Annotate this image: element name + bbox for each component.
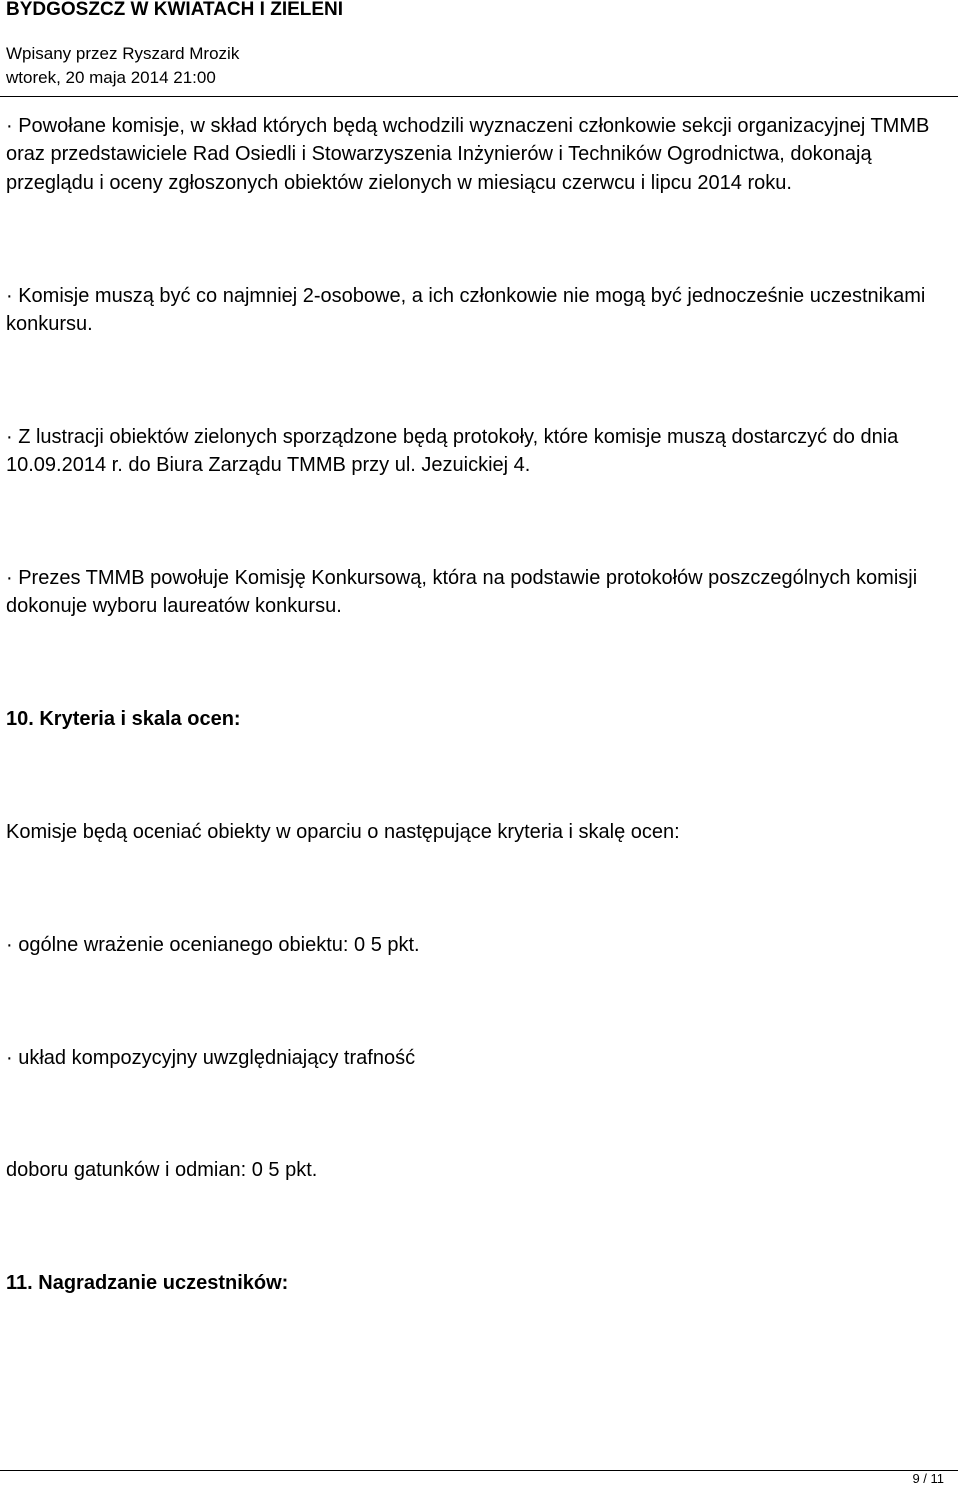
paragraph-president: · Prezes TMMB powołuje Komisję Konkursową, która na podstawie protokołów poszczególnych komisji dokonuje wyboru laureatów konkursu. bbox=[6, 567, 918, 618]
paragraph-committees: · Powołane komisje, w skład których będą wchodzili wyznaczeni członkowie sekcji organizacyjnej TMMB oraz przedstawiciele Rad Osiedli i Stowarzyszenia Inżynierów i Techników Ogrodnictwa, dokonają przeglądu i oceny zgłoszonych obiektów zielonych w miesiącu czerwcu i lipcu 2014 roku. bbox=[6, 115, 930, 194]
paragraph-committee-size: · Komisje muszą być co najmniej 2-osobowe, a ich członkowie nie mogą być jednocześnie uczestnikami konkursu. bbox=[6, 284, 926, 336]
article-body bbox=[6, 112, 954, 1298]
criterion-general-impression: · ogólne wrażenie ocenianego obiektu: 0 5 pkt. bbox=[6, 933, 420, 956]
article-date: wtorek, 20 maja 2014 21:00 bbox=[6, 68, 216, 87]
article-author: Wpisany przez Ryszard Mrozik bbox=[6, 44, 240, 63]
section-heading-awards: 11. Nagradzanie uczestników: bbox=[6, 1272, 289, 1295]
header-divider bbox=[0, 96, 958, 97]
section-heading-criteria: 10. Kryteria i skala ocen: bbox=[6, 708, 241, 731]
article-title: BYDGOSZCZ W KWIATACH I ZIELENI bbox=[6, 0, 344, 20]
paragraph-protocols: · Z lustracji obiektów zielonych sporządzone będą protokoły, które komisje muszą dostarczyć do dnia 10.09.2014 r. do Biura Zarządu TMMB przy ul. Jezuickiej 4. bbox=[6, 425, 899, 477]
footer-divider bbox=[0, 1470, 958, 1471]
page-number: 9 / 11 bbox=[912, 1471, 944, 1486]
criterion-composition: · układ kompozycyjny uwzględniający trafność bbox=[6, 1046, 416, 1069]
criterion-composition-continued: doboru gatunków i odmian: 0 5 pkt. bbox=[6, 1159, 318, 1182]
paragraph-criteria-intro: Komisje będą oceniać obiekty w oparciu o następujące kryteria i skalę ocen: bbox=[6, 821, 680, 844]
